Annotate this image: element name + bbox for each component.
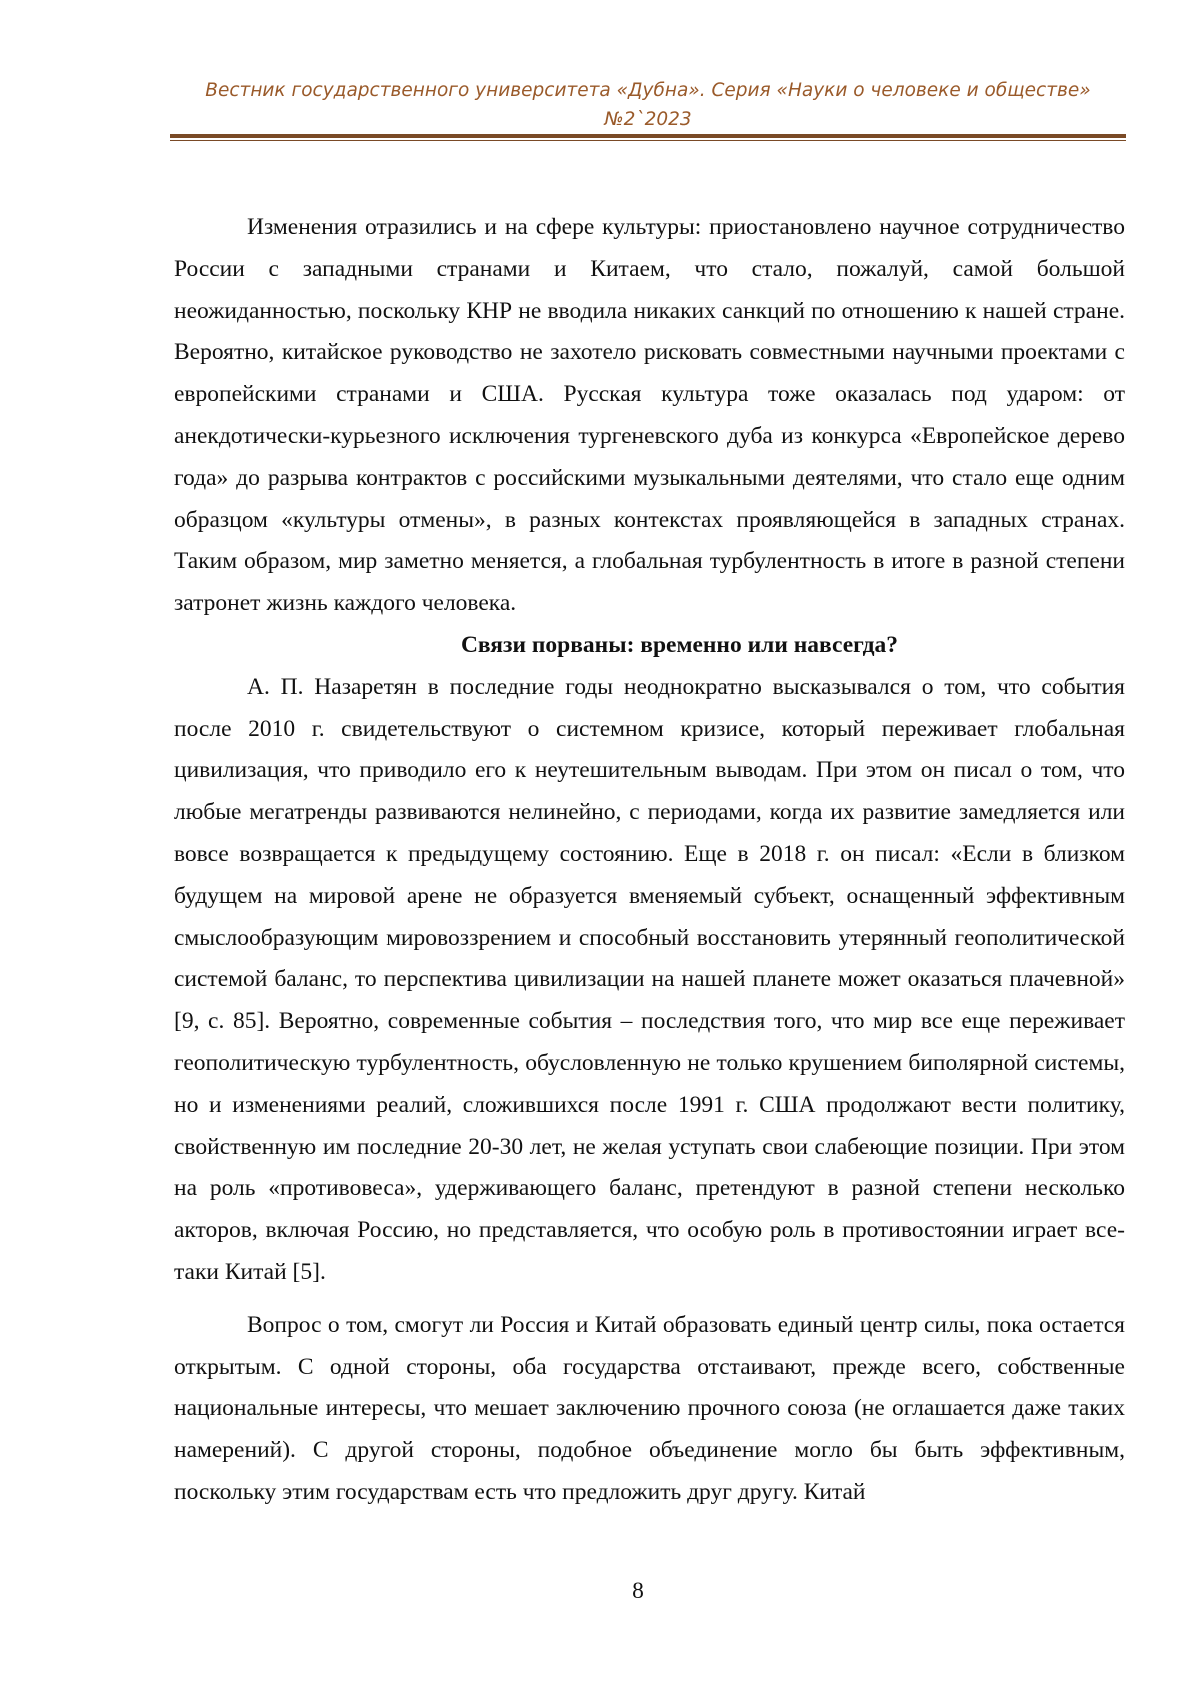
header-rule-thick [170,134,1126,138]
issue-number: №2`2023 [170,105,1126,134]
paragraph-russia-china: Вопрос о том, смогут ли Россия и Китай образовать единый центр силы, пока остается открытым. С одной стороны, оба государства отстаивают, прежде всего, собственные национальные интересы, что мешает заключению прочного союза (не оглашается даже таких намерений). С другой стороны, подобное объединение могло бы быть эффективным, поскольку этим государствам есть что предложить друг другу. Китай [174,1305,1125,1514]
journal-title: Вестник государственного университета «Дубна». Серия «Науки о человеке и обществе» [170,76,1126,105]
page-number: 8 [0,1578,1200,1605]
header-rule-thin [170,140,1126,141]
journal-page [0,0,1200,1697]
paragraph-culture: Изменения отразились и на сфере культуры: приостановлено научное сотрудничество России с западными странами и Китаем, что стало, пожалуй, самой большой неожиданностью, поскольку КНР не вводила никаких санкций по отношению к нашей стране. Вероятно, китайское руководство не захотело рисковать совместными научными проектами с европейскими странами и США. Русская культура тоже оказалась под ударом: от анекдотически-курьезного исключения тургеневского дуба из конкурса «Европейское дерево года» до разрыва контрактов с российскими музыкальными деятелями, что стало еще одним образцом «культуры отмены», в разных контекстах проявляющейся в западных странах. Таким образом, мир заметно меняется, а глобальная турбулентность в итоге в разной степени затронет жизнь каждого человека. [174,207,1125,625]
article-body [174,207,1125,1514]
paragraph-nazaretyan: А. П. Назаретян в последние годы неоднократно высказывался о том, что события после 2010 г. свидетельствуют о системном кризисе, который переживает глобальная цивилизация, что приводило его к неутешительным выводам. При этом он писал о том, что любые мегатренды развиваются нелинейно, с периодами, когда их развитие замедляется или вовсе возвращается к предыдущему состоянию. Еще в 2018 г. он писал: «Если в близком будущем на мировой арене не образуется вменяемый субъект, оснащенный эффективным смыслообразующим мировоззрением и способный восстановить утерянный геополитической системой баланс, то перспектива цивилизации на нашей планете может оказаться плачевной» [9, с. 85]. Вероятно, современные события – последствия того, что мир все еще переживает геополитическую турбулентность, обусловленную не только крушением биполярной системы, но и изменениями реалий, сложившихся после 1991 г. США продолжают вести политику, свойственную им последние 20-30 лет, не желая уступать свои слабеющие позиции. При этом на роль «противовеса», удерживающего баланс, претендуют в разной степени несколько акторов, включая Россию, но представляется, что особую роль в противостоянии играет все-таки Китай [5]. [174,667,1125,1294]
section-heading: Связи порваны: временно или навсегда? [174,625,1125,667]
running-header [170,76,1126,134]
